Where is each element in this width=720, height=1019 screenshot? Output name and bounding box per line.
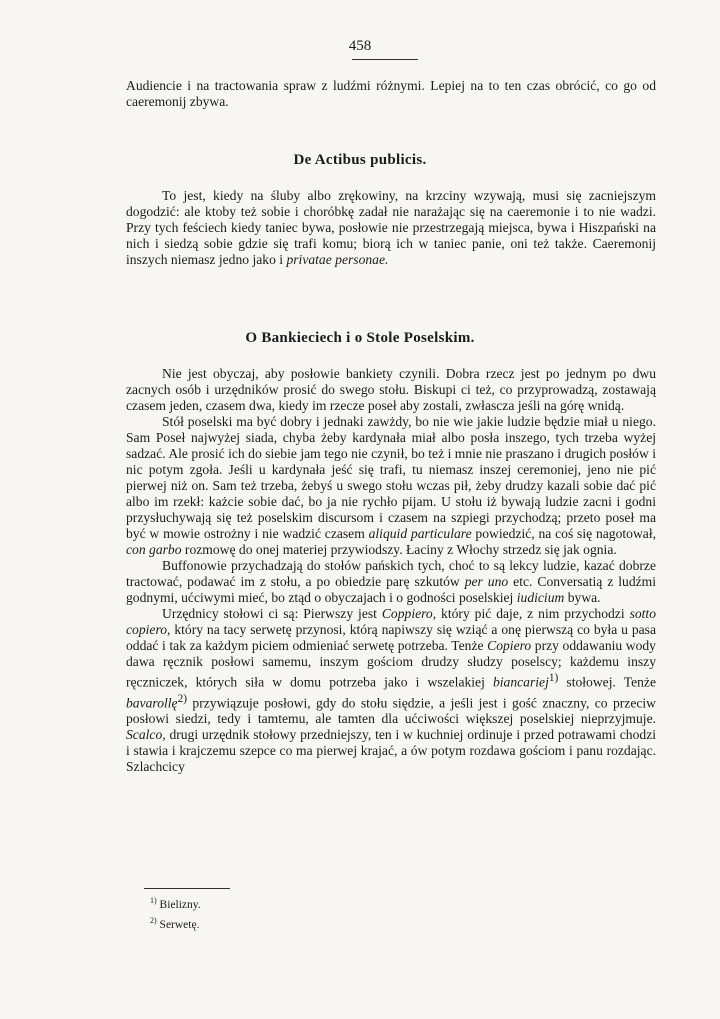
page-number-rule — [352, 59, 418, 60]
footnote-1 — [150, 893, 201, 913]
section-heading-bankiety: O Bankieciech i o Stole Poselskim. — [245, 330, 475, 346]
p4-text-d: przy oddawaniu wody dawa ręcznik posłowi samemu, inszym gościom drudzy słudzy poselscy; każdemu inszy ręczniczek, których siła w domu potrzeba jako i wszelakiej — [126, 638, 656, 690]
page-number: 458 — [348, 38, 372, 54]
footnote-2-text: Serwetę. — [159, 918, 200, 931]
section-heading-de-actibus: De Actibus publicis. — [293, 152, 427, 168]
section2-body — [126, 366, 656, 775]
p2-italic-2: con garbo — [126, 542, 182, 557]
footnotes — [150, 893, 201, 933]
section2-paragraph-2 — [126, 414, 656, 558]
p3-text-b: etc. Conversatią z ludźmi godnymi, ućciwymi mieć, bo ztąd o obyczajach i o godności poselskiej — [126, 574, 657, 605]
p2-italic-1: aliquid particulare — [368, 526, 472, 541]
intro-paragraph — [126, 78, 656, 110]
p3-italic-1: per uno — [464, 574, 509, 589]
section2-paragraph-3 — [126, 558, 656, 606]
p4-text-e: stołowej. Tenże — [566, 674, 656, 690]
section2-paragraph-4 — [126, 606, 656, 775]
footnote-2 — [150, 913, 201, 933]
footnote-ref-2: 2) — [177, 692, 188, 705]
p2-text-a: Stół poselski ma być dobry i jednaki zawżdy, bo nie wie jakie ludzie będzie miał u niego. Sam Poseł najwyżej siada, chyba żeby kardynała miał albo posła inszego, tych trzeba wyżej sadzać. Ale prosić ich do siebie jam tego nie czynił, bo też i mnie nie praszano i drugich posłów i nic potym zgoła. Jeśli u kardynała jeść się trafi, tu niemasz inszej ceremoniej, jeno nie pić pierwej niż on. Sam też trzeba, żebyś u swego stołu wczas pił, żeby drudzy kazali sobie dać pić albo im rzekł: każcie sobie dać, bo ja nie rychło pijam. U stołu iż bywają ludzie zacni i godni przysłuchywają się też poselskim discursom i czasem na szpiegi przychodzą; przeto poseł ma być w mowie ostrożny i nie wadzić czasem — [126, 414, 656, 541]
p4-text-a: Urzędnicy stołowi ci są: Pierwszy jest — [162, 606, 377, 621]
footnote-1-text: Bielizny. — [159, 898, 201, 911]
p4-text-c: który na tacy serwetę przynosi, którą napiwszy się wziąć a onę pierwszą co była u pasa oddać i tak za każdym piciem odmieniać serwetę potrzeba. Tenże — [126, 622, 656, 653]
footnote-1-mark: 1) — [150, 896, 157, 905]
p4-text-b: który pić daje, z nim przychodzi — [441, 606, 625, 621]
p4-italic-2: sotto copiero, — [126, 606, 656, 637]
footnote-2-mark: 2) — [150, 915, 157, 925]
intro-text: Audiencie i na tractowania spraw z ludźmi różnymi. Lepiej na to ten czas obrócić, co go od caeremonij zbywa. — [126, 78, 656, 109]
p4-italic-3: Copiero — [487, 638, 532, 653]
footnote-ref-1: 1) — [548, 672, 559, 684]
p4-italic-1: Coppiero, — [381, 606, 437, 621]
section1-paragraph — [126, 188, 656, 268]
section1-text: To jest, kiedy na śluby albo zrękowiny, na krzciny wzywają, musi się zacniejszym dogodzić: ale ktoby też sobie i choróbkę zadał nie narażając się na caeremonie i to nie wadzi. Przy tych feściech kiedy taniec bywa, posłowie nie przestrzegają miejsca, bywa i Hiszpański na nich i siedzą sobie gdzie się trafi komu; biorą ich w taniec panie, oni też także. Caeremonij inszych niemasz jedno jako i — [126, 188, 656, 267]
p4-italic-5: bavarollę — [126, 695, 178, 711]
section1-body — [126, 188, 656, 268]
section1-italic: privatae personae. — [286, 252, 389, 267]
section2-paragraph-1: Nie jest obyczaj, aby posłowie bankiety czynili. Dobra rzecz jest po jednym po dwu zacnych osób i urzędników prosić do swego stołu. Biskupi ci też, co przyprowadzą, zostawają czasem jeden, czasem dwa, kiedy im rzecze poseł aby zostali, zwłascza jeśli na górę wnidą. — [126, 366, 656, 413]
p4-text-g: drugi urzędnik stołowy przedniejszy, ten i w kuchniej ordinuje i przed potrawami chodzi i stawia i krajczemu szepce co ma pierwej krajać, a ów potym rozdawa gościom i panu rozdając. Szlachcicy — [126, 727, 657, 775]
p3-text-a: Buffonowie przychadzają do stołów pańskich tych, choć to są lekcy ludzie, kazać dobrze tractować, podawać im z stołu, a po obiedzie parę szkutów — [126, 558, 656, 589]
p2-text-b: powiedzić, na coś się nagotował, — [475, 526, 656, 541]
p2-text-c: rozmowę do onej materiej przywiodszy. Łaciny z Włochy strzedz się jak ognia. — [184, 542, 617, 557]
p4-italic-4: biancariej — [492, 674, 549, 690]
p3-italic-2: iudicium — [516, 590, 565, 605]
p3-text-c: bywa. — [567, 590, 601, 605]
footnote-rule — [144, 888, 230, 889]
p4-italic-6: Scalco, — [126, 727, 166, 743]
p4-text-f: przywiązuje posłowi, gdy do stołu siędzie, a jeśli jest i gość znaczny, co przeciw posłowi siedzi, tedy i tamtemu, ale tamten dla ućciwości większej poselskiej nieprzyjmuje. — [126, 695, 656, 727]
